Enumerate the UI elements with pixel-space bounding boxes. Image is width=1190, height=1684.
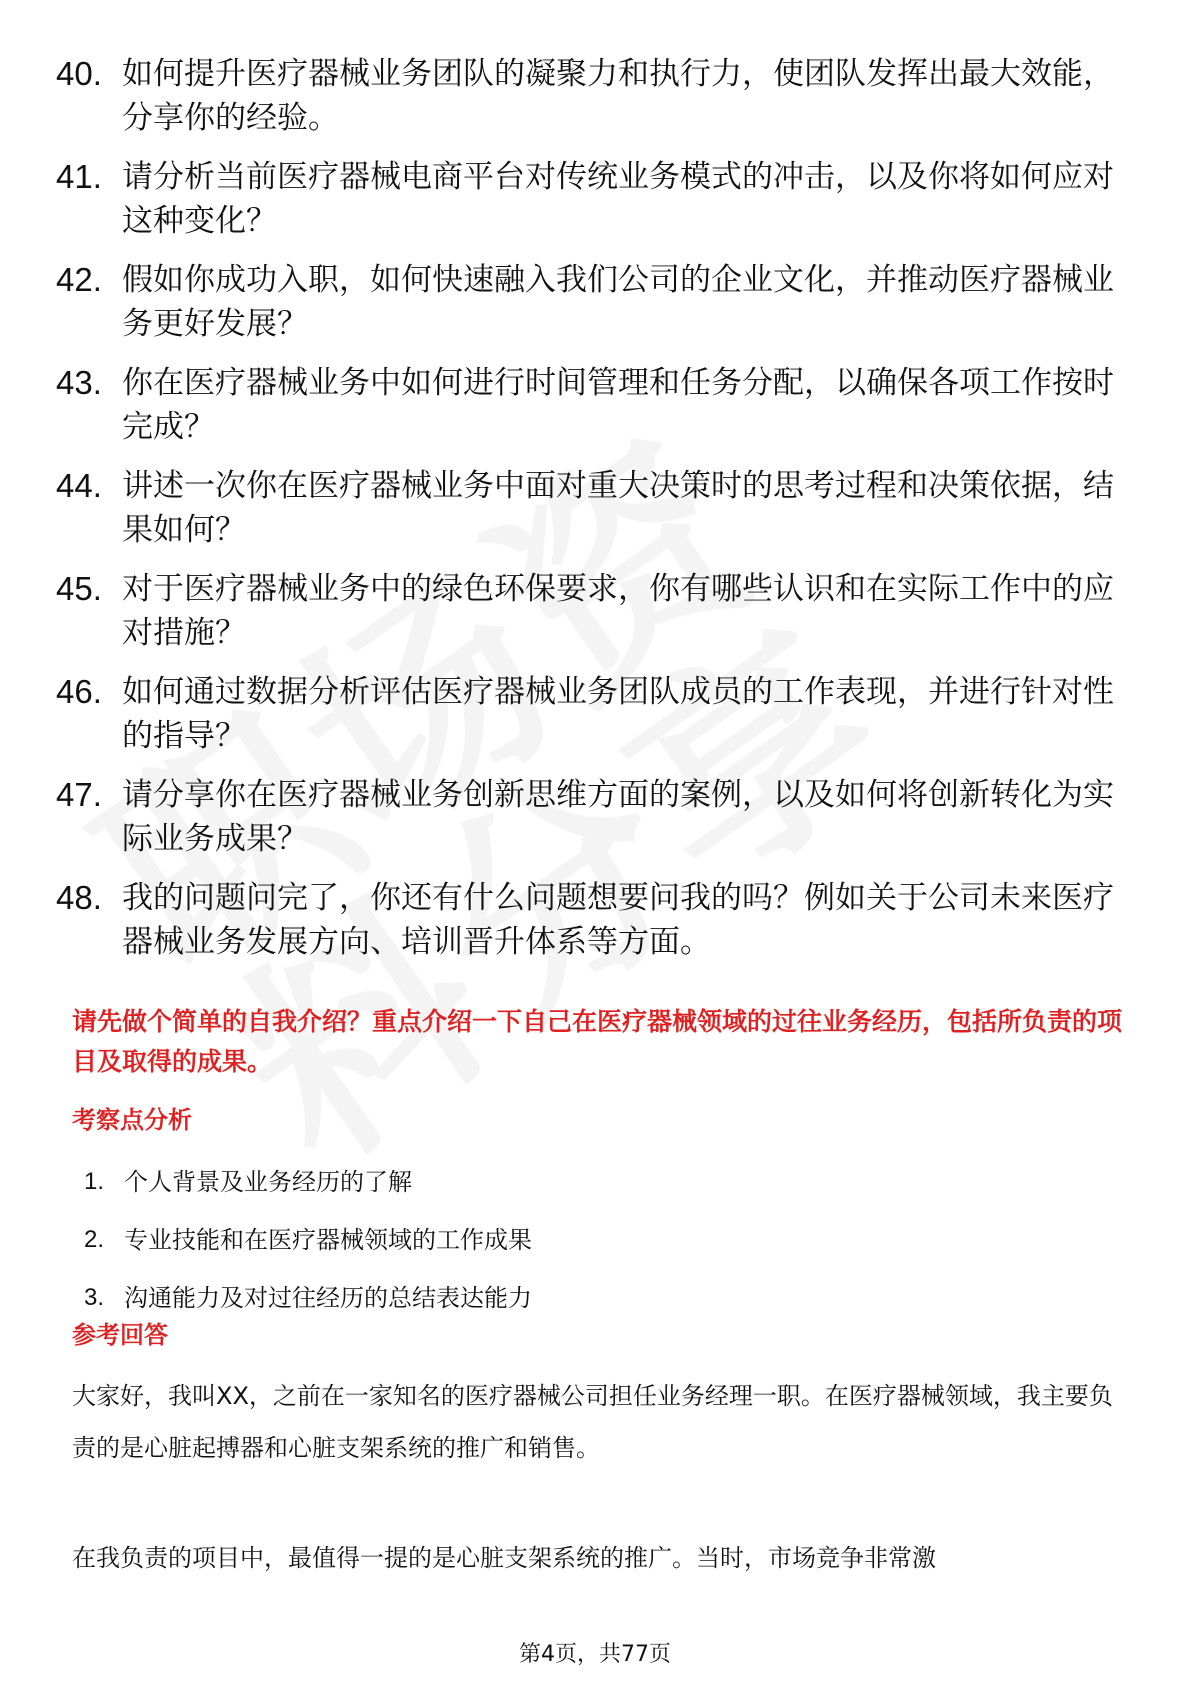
answer-paragraph: 在我负责的项目中，最值得一提的是心脏支架系统的推广。当时，市场竞争非常激 (72, 1544, 936, 1572)
question-item (56, 670, 1136, 758)
answer-paragraph: 大家好，我叫XX，之前在一家知名的医疗器械公司担任业务经理一职。在医疗器械领域，我主要负责的是心脏起搏器和心脏支架系统的推广和销售。 (72, 1382, 1113, 1462)
question-item (56, 876, 1136, 964)
question-number: 48. (56, 879, 102, 916)
question-number: 46. (56, 673, 102, 710)
analysis-points (84, 1164, 984, 1338)
question-item (56, 464, 1136, 552)
question-text: 如何提升医疗器械业务团队的凝聚力和执行力，使团队发挥出最大效能，分享你的经验。 (122, 56, 1114, 136)
question-number: 41. (56, 158, 102, 195)
question-number: 47. (56, 776, 102, 813)
question-text: 请分享你在医疗器械业务创新思维方面的案例，以及如何将创新转化为实际业务成果？ (122, 777, 1114, 857)
featured-question: 请先做个简单的自我介绍？重点介绍一下自己在医疗器械领域的过往业务经历，包括所负责的项目及取得的成果。 (72, 1007, 1123, 1076)
question-number: 44. (56, 467, 102, 504)
question-item (56, 258, 1136, 346)
question-item (56, 155, 1136, 243)
question-number: 45. (56, 570, 102, 607)
point-text: 个人背景及业务经历的了解 (124, 1168, 412, 1196)
question-number: 42. (56, 261, 102, 298)
question-text: 对于医疗器械业务中的绿色环保要求，你有哪些认识和在实际工作中的应对措施？ (122, 571, 1114, 651)
analysis-point (84, 1222, 984, 1258)
point-number: 1. (84, 1168, 105, 1195)
analysis-point (84, 1164, 984, 1200)
question-text: 讲述一次你在医疗器械业务中面对重大决策时的思考过程和决策依据，结果如何？ (122, 468, 1114, 548)
question-item (56, 773, 1136, 861)
question-number: 43. (56, 364, 102, 401)
analysis-point (84, 1280, 984, 1316)
question-text: 我的问题问完了，你还有什么问题想要问我的吗？例如关于公司未来医疗器械业务发展方向、培训晋升体系等方面。 (122, 880, 1114, 960)
question-list (56, 52, 1136, 979)
question-item (56, 52, 1136, 140)
question-text: 你在医疗器械业务中如何进行时间管理和任务分配，以确保各项工作按时完成？ (122, 365, 1114, 445)
point-number: 2. (84, 1226, 105, 1253)
question-item (56, 567, 1136, 655)
point-number: 3. (84, 1284, 105, 1311)
analysis-heading: 考察点分析 (72, 1106, 192, 1134)
page-footer: 第4页，共77页 (519, 1642, 671, 1667)
question-item (56, 361, 1136, 449)
reference-heading: 参考回答 (72, 1321, 168, 1349)
point-text: 专业技能和在医疗器械领域的工作成果 (124, 1226, 532, 1254)
question-text: 请分析当前医疗器械电商平台对传统业务模式的冲击，以及你将如何应对这种变化？ (122, 159, 1114, 239)
question-text: 如何通过数据分析评估医疗器械业务团队成员的工作表现，并进行针对性的指导？ (122, 674, 1114, 754)
question-number: 40. (56, 55, 102, 92)
point-text: 沟通能力及对过往经历的总结表达能力 (124, 1284, 532, 1312)
question-text: 假如你成功入职，如何快速融入我们公司的企业文化，并推动医疗器械业务更好发展？ (122, 262, 1114, 342)
